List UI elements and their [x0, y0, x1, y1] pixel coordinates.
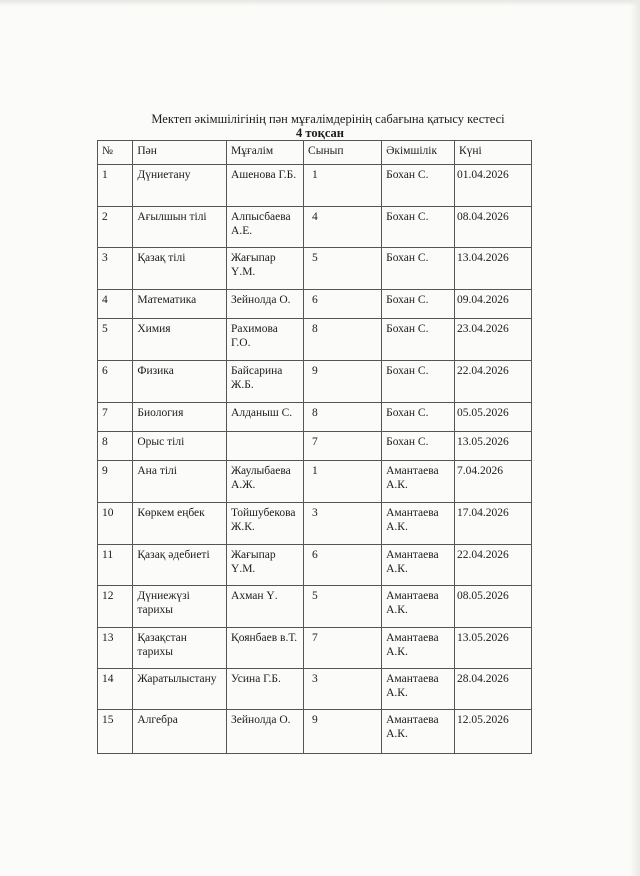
header-teacher: Мұғалім — [227, 141, 304, 165]
table-row — [98, 586, 532, 628]
row-number: 11 — [98, 545, 133, 586]
row-administration: Амантаева А.К. — [382, 628, 455, 669]
row-subject: Қазақстан тарихы — [133, 628, 227, 669]
row-number: 12 — [98, 586, 133, 628]
row-number: 9 — [98, 461, 133, 503]
row-teacher: Усина Г.Б. — [227, 669, 304, 710]
row-grade: 4 — [304, 207, 382, 248]
row-administration: Бохан С. — [382, 248, 455, 290]
row-date: 13.04.2026 — [454, 248, 531, 290]
scan-edge-shadow — [0, 0, 640, 6]
row-grade: 5 — [304, 248, 382, 290]
document-subtitle: 4 тоқсан — [296, 126, 344, 140]
row-teacher: Қоянбаев в.Т. — [227, 628, 304, 669]
row-teacher: Алпысбаева А.Е. — [227, 207, 304, 248]
row-date: 22.04.2026 — [454, 361, 531, 403]
row-teacher: Тойшубекова Ж.К. — [227, 503, 304, 545]
row-date: 08.05.2026 — [454, 586, 531, 628]
row-subject: Физика — [133, 361, 227, 403]
row-number: 1 — [98, 165, 133, 207]
table-row — [98, 290, 532, 319]
row-date: 13.05.2026 — [454, 432, 531, 461]
table-row — [98, 710, 532, 754]
header-date: Күні — [454, 141, 531, 165]
attendance-table — [97, 140, 532, 754]
row-administration: Бохан С. — [382, 403, 455, 432]
row-administration: Амантаева А.К. — [382, 545, 455, 586]
row-subject: Көркем еңбек — [133, 503, 227, 545]
row-administration: Бохан С. — [382, 361, 455, 403]
header-subject: Пән — [133, 141, 227, 165]
row-administration: Амантаева А.К. — [382, 586, 455, 628]
row-subject: Дүниежүзі тарихы — [133, 586, 227, 628]
row-grade: 6 — [304, 545, 382, 586]
row-subject: Алгебра — [133, 710, 227, 754]
row-subject: Ана тілі — [133, 461, 227, 503]
row-teacher: Зейнолда О. — [227, 710, 304, 754]
row-teacher: Жағыпар Ү.М. — [227, 545, 304, 586]
document-title: Мектеп әкімшілігінің пән мұғалімдерінің сабағына қатысу кестесі — [151, 112, 505, 126]
row-grade: 1 — [304, 461, 382, 503]
row-administration: Амантаева А.К. — [382, 669, 455, 710]
row-grade: 5 — [304, 586, 382, 628]
row-teacher: Рахимова Г.О. — [227, 319, 304, 361]
table-row — [98, 165, 532, 207]
table-row — [98, 403, 532, 432]
header-grade: Сынып — [304, 141, 382, 165]
row-date: 17.04.2026 — [454, 503, 531, 545]
table-header-row — [98, 141, 532, 165]
header-administration: Әкімшілік — [382, 141, 455, 165]
row-administration: Бохан С. — [382, 290, 455, 319]
row-number: 15 — [98, 710, 133, 754]
table-row — [98, 248, 532, 290]
row-number: 3 — [98, 248, 133, 290]
table-row — [98, 432, 532, 461]
row-administration: Бохан С. — [382, 319, 455, 361]
row-grade: 8 — [304, 319, 382, 361]
table-row — [98, 461, 532, 503]
row-number: 8 — [98, 432, 133, 461]
row-number: 2 — [98, 207, 133, 248]
row-subject: Қазақ әдебиеті — [133, 545, 227, 586]
row-teacher: Жағыпар Ү.М. — [227, 248, 304, 290]
row-number: 13 — [98, 628, 133, 669]
row-date: 08.04.2026 — [454, 207, 531, 248]
row-date: 7.04.2026 — [454, 461, 531, 503]
row-subject: Қазақ тілі — [133, 248, 227, 290]
row-date: 01.04.2026 — [454, 165, 531, 207]
row-teacher: Ахман Ү. — [227, 586, 304, 628]
table-row — [98, 361, 532, 403]
table-row — [98, 669, 532, 710]
row-administration: Бохан С. — [382, 207, 455, 248]
row-administration: Бохан С. — [382, 165, 455, 207]
table-row — [98, 545, 532, 586]
row-administration: Амантаева А.К. — [382, 503, 455, 545]
row-grade: 9 — [304, 710, 382, 754]
row-teacher — [227, 432, 304, 461]
row-number: 10 — [98, 503, 133, 545]
table-row — [98, 207, 532, 248]
row-number: 6 — [98, 361, 133, 403]
row-teacher: Жаулыбаева А.Ж. — [227, 461, 304, 503]
row-date: 05.05.2026 — [454, 403, 531, 432]
row-number: 5 — [98, 319, 133, 361]
row-subject: Математика — [133, 290, 227, 319]
table-row — [98, 319, 532, 361]
row-grade: 3 — [304, 669, 382, 710]
table-body — [98, 165, 532, 754]
row-teacher: Алданыш С. — [227, 403, 304, 432]
row-teacher: Байсарина Ж.Б. — [227, 361, 304, 403]
row-administration: Бохан С. — [382, 432, 455, 461]
row-grade: 7 — [304, 432, 382, 461]
row-number: 4 — [98, 290, 133, 319]
row-subject: Биология — [133, 403, 227, 432]
row-grade: 9 — [304, 361, 382, 403]
row-date: 13.05.2026 — [454, 628, 531, 669]
row-grade: 6 — [304, 290, 382, 319]
row-subject: Ағылшын тілі — [133, 207, 227, 248]
row-number: 14 — [98, 669, 133, 710]
row-date: 12.05.2026 — [454, 710, 531, 754]
header-number: № — [98, 141, 133, 165]
row-date: 22.04.2026 — [454, 545, 531, 586]
row-date: 09.04.2026 — [454, 290, 531, 319]
row-grade: 8 — [304, 403, 382, 432]
row-teacher: Ашенова Г.Б. — [227, 165, 304, 207]
row-teacher: Зейнолда О. — [227, 290, 304, 319]
table-row — [98, 628, 532, 669]
row-date: 28.04.2026 — [454, 669, 531, 710]
row-subject: Химия — [133, 319, 227, 361]
row-subject: Жаратылыстану — [133, 669, 227, 710]
row-administration: Амантаева А.К. — [382, 461, 455, 503]
row-grade: 7 — [304, 628, 382, 669]
row-subject: Орыс тілі — [133, 432, 227, 461]
row-administration: Амантаева А.К. — [382, 710, 455, 754]
row-number: 7 — [98, 403, 133, 432]
row-date: 23.04.2026 — [454, 319, 531, 361]
row-subject: Дүниетану — [133, 165, 227, 207]
row-grade: 3 — [304, 503, 382, 545]
row-grade: 1 — [304, 165, 382, 207]
table-row — [98, 503, 532, 545]
